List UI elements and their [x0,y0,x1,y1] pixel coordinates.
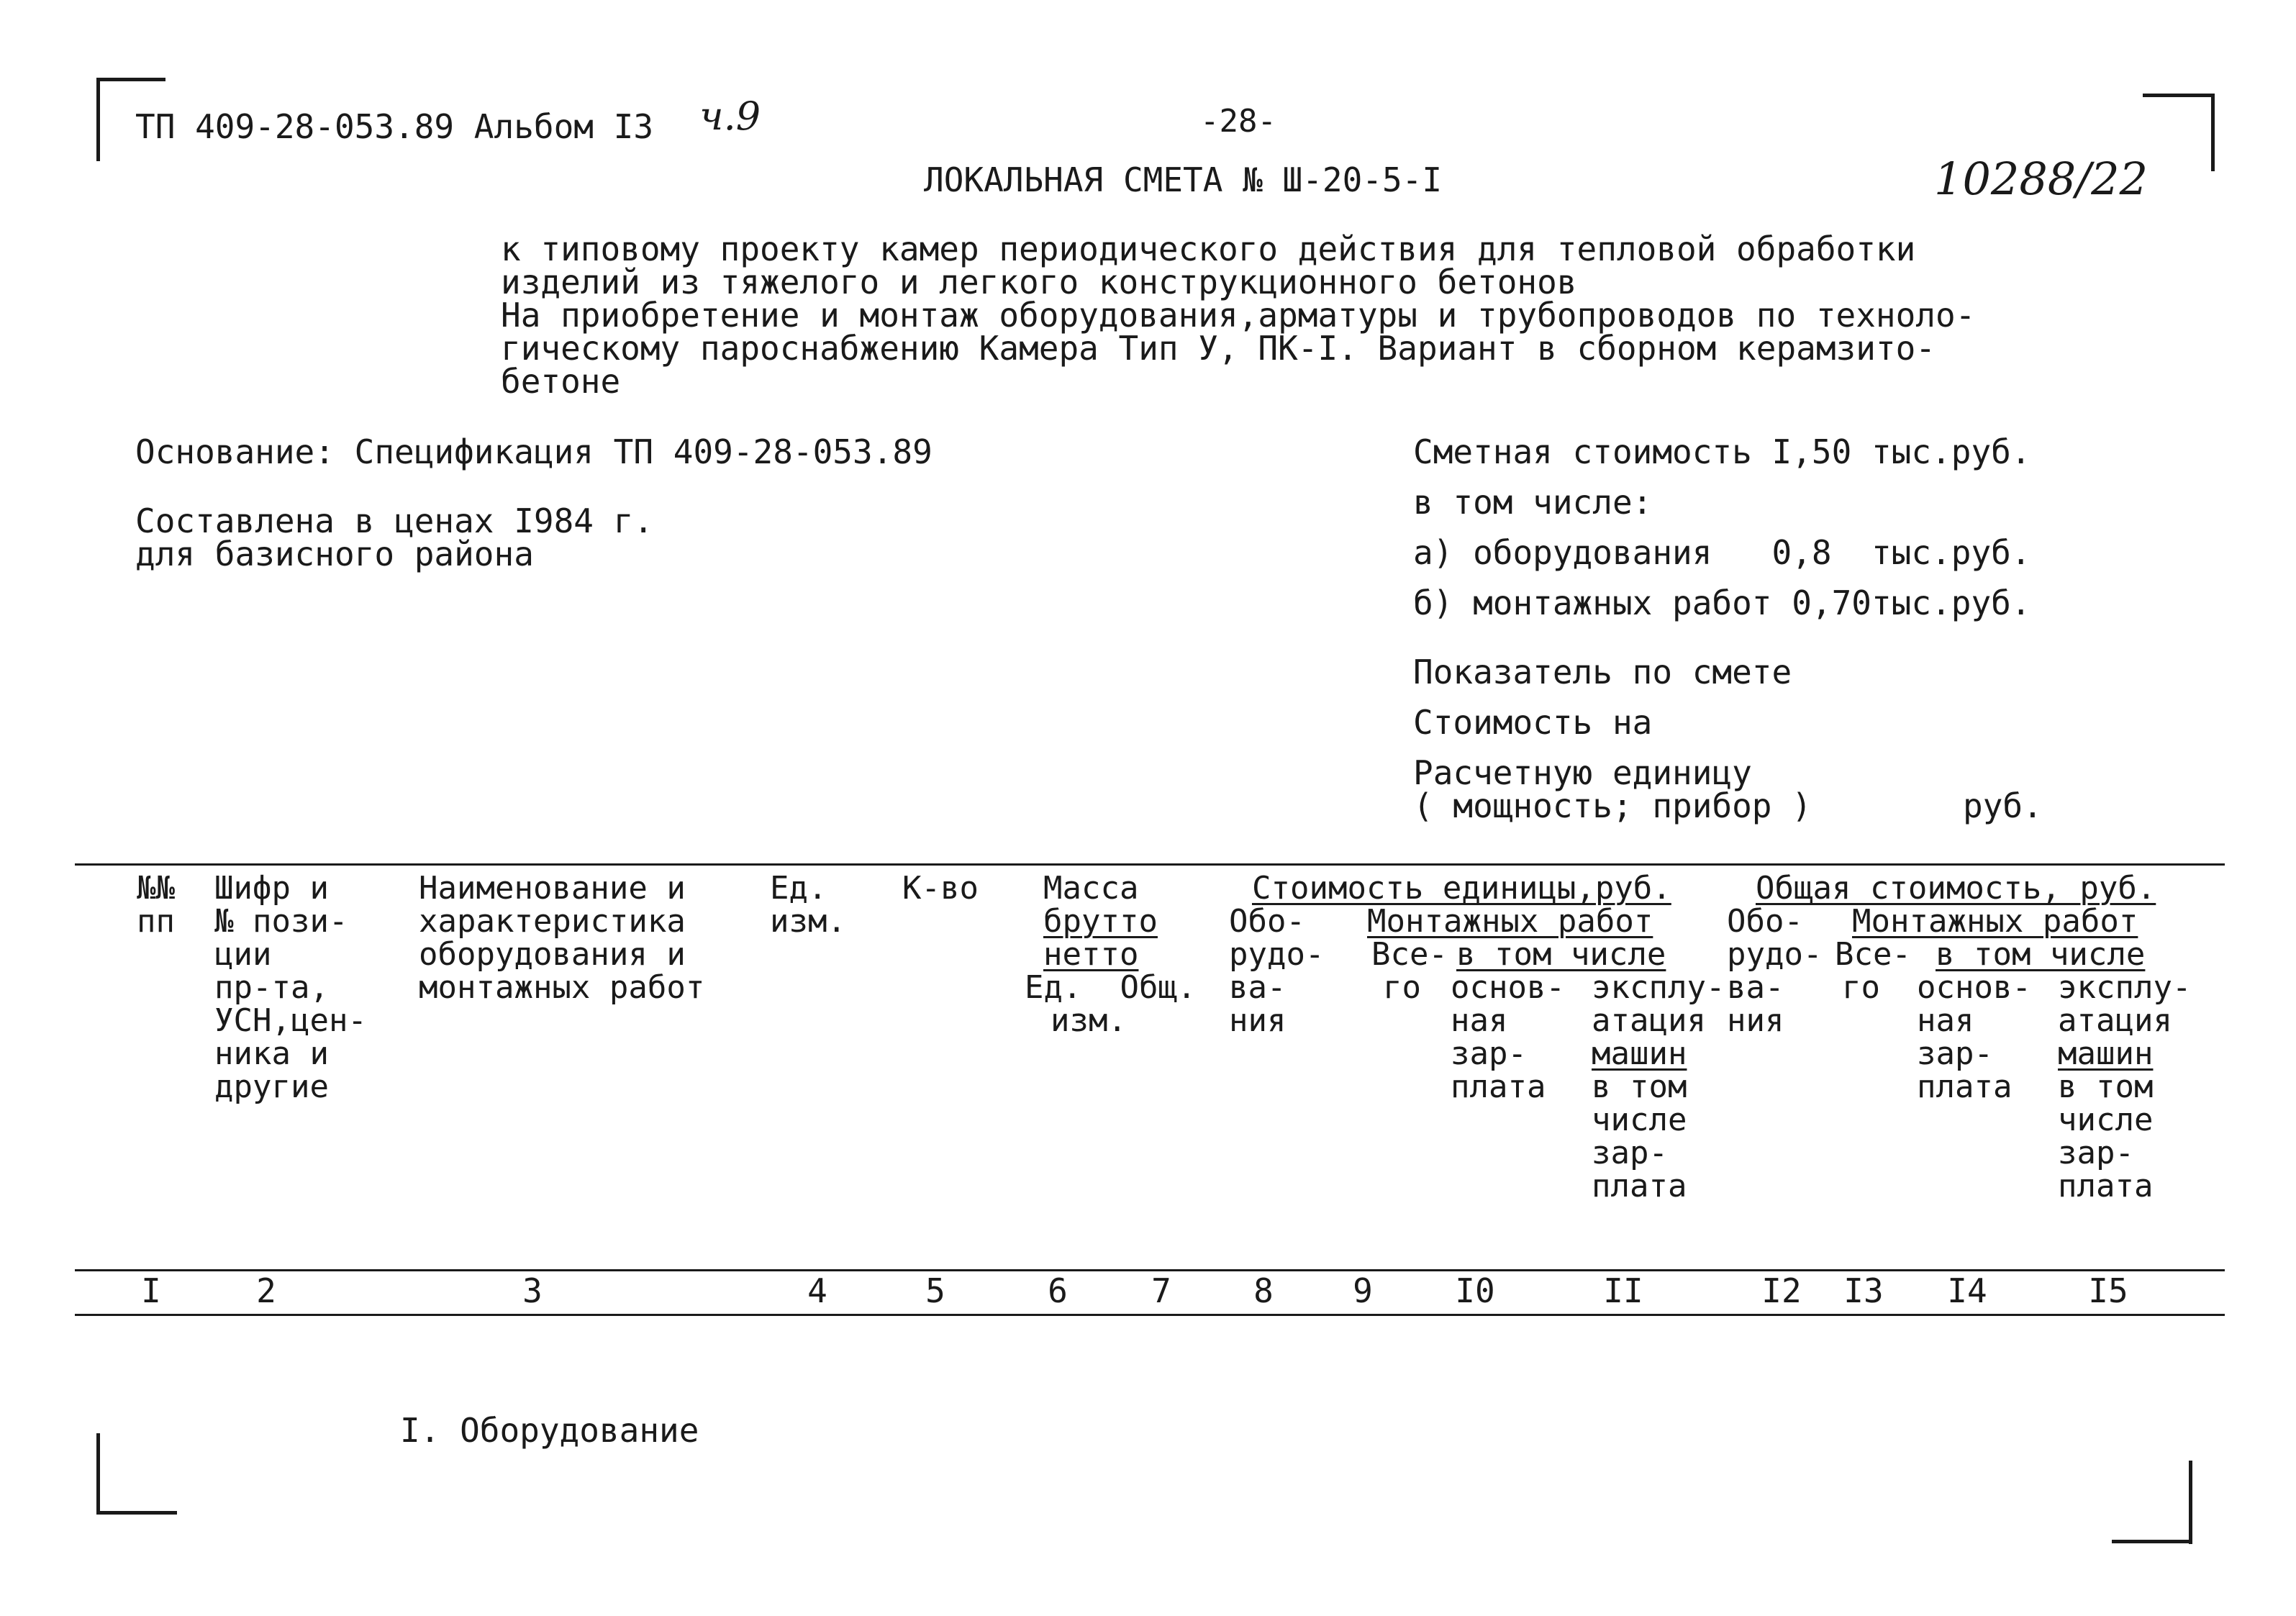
col15-line-3: машин [2058,1035,2154,1072]
col4-line-2: изм. [770,903,846,940]
col3-line-3: оборудования и [419,936,686,973]
cost-including: в том числе: [1413,483,1653,522]
col3-line-4: монтажных работ [419,969,705,1006]
col-number-6: 6 [1048,1271,1068,1310]
col2-line-1: Шифр и [214,870,329,907]
prices-line-1: Составлена в ценах I984 г. [135,501,654,540]
col2-line-7: другие [214,1068,329,1105]
col-number-8: 8 [1253,1271,1274,1310]
col2-line-3: ции [214,936,272,973]
cost-installation: б) монтажных работ 0,70тыс.руб. [1413,584,2031,622]
col-number-9: 9 [1353,1271,1373,1310]
col3-line-1: Наименование и [419,870,686,907]
col10-line-2: ная [1451,1002,1508,1039]
col1-line-2: пп [137,903,175,940]
corner-mark-top-left-v [96,78,100,161]
col13-line-1: Все- [1835,936,1911,973]
col12-line-3: ва- [1727,969,1784,1006]
indicator-unit: руб. [1963,786,2043,825]
col5-line-1: К-во [902,870,979,907]
unit-cost-title: Стоимость единицы,руб. [1252,870,1671,907]
subtitle-line-2: изделий из тяжелого и легкого конструкционного бетонов [501,263,1577,301]
corner-mark-bottom-left-v [96,1433,100,1514]
col-number-3: 3 [522,1271,543,1310]
install-title-total: Монтажных работ [1852,903,2138,940]
col-number-2: 2 [256,1271,276,1310]
section-heading: I. Оборудование [400,1411,699,1450]
col14-line-4: плата [1917,1068,2013,1105]
col15-line-6: зар- [2058,1135,2134,1171]
mass-brutto: брутто [1043,903,1158,940]
col10-line-4: плата [1451,1068,1546,1105]
subtitle-line-3: На приобретение и монтаж оборудования,арматуры и трубопроводов по техноло- [501,296,1976,335]
col-number-11: II [1603,1271,1643,1310]
col2-line-2: № пози- [214,903,348,940]
col14-line-1: основ- [1917,969,2031,1006]
col-number-5: 5 [925,1271,945,1310]
col14-line-2: ная [1917,1002,1974,1039]
col10-line-3: зар- [1451,1035,1527,1072]
col15-line-4: в том [2058,1068,2154,1105]
col1-line-1: №№ [137,870,175,907]
corner-mark-bottom-left-h [96,1511,177,1515]
col11-line-2: атация [1592,1002,1706,1039]
subtitle-line-4: гическому пароснабжению Камера Тип У, ПК-I. Вариант в сборном керамзито- [501,329,1936,368]
col-number-14: I4 [1947,1271,1987,1310]
estimated-cost-total: Сметная стоимость I,50 тыс.руб. [1413,432,2031,471]
col-number-12: I2 [1761,1271,1802,1310]
col4-line-1: Ед. [770,870,827,907]
mass-unit: Ед. Общ. [1025,969,1197,1006]
part-number: ч.9 [699,94,761,139]
doc-code: ТП 409-28-053.89 Альбом I3 [135,107,654,146]
col11-line-1: эксплу- [1592,969,1725,1006]
col3-line-2: характеристика [419,903,686,940]
corner-mark-top-left-h [96,78,165,81]
col-number-13: I3 [1843,1271,1884,1310]
col-number-4: 4 [807,1271,827,1310]
cost-equipment: а) оборудования 0,8 тыс.руб. [1413,533,2031,572]
col9-line-2: го [1383,969,1421,1006]
column-numbers-top-rule [75,1269,2225,1271]
col11-line-5: числе [1592,1102,1687,1138]
total-cost-title: Общая стоимость, руб. [1756,870,2156,907]
col15-line-5: числе [2058,1102,2154,1138]
col-number-15: I5 [2088,1271,2128,1310]
indicator-line-4: ( мощность; прибор ) [1413,786,1812,825]
col12-line-4: ния [1727,1002,1784,1039]
col2-line-4: пр-та, [214,969,329,1006]
col12-line-2: рудо- [1727,936,1823,973]
archive-number: 10288/22 [1934,153,2148,205]
col8-line-4: ния [1229,1002,1287,1039]
indicator-line-2: Стоимость на [1413,703,1653,742]
corner-mark-top-right-v [2211,94,2215,171]
col2-line-5: УСН,цен- [214,1002,367,1039]
mass-unit-2: изм. [1051,1002,1127,1039]
column-numbers-bottom-rule [75,1314,2225,1316]
subtitle-line-5: бетоне [501,362,621,401]
col8-line-2: рудо- [1229,936,1325,973]
col2-line-6: ника и [214,1035,329,1072]
col-number-10: I0 [1455,1271,1495,1310]
col11-line-4: в том [1592,1068,1687,1105]
mass-netto: нетто [1043,936,1139,973]
col8-line-3: ва- [1229,969,1287,1006]
col14-line-3: зар- [1917,1035,1993,1072]
col-number-1: I [141,1271,161,1310]
col15-line-2: атация [2058,1002,2172,1039]
col12-line-1: Обо- [1727,903,1803,940]
corner-mark-top-right-h [2143,94,2215,97]
col11-line-7: плата [1592,1168,1687,1204]
table-top-rule [75,863,2225,866]
col8-line-1: Обо- [1229,903,1305,940]
col15-line-1: эксплу- [2058,969,2192,1006]
col15-line-7: плата [2058,1168,2154,1204]
indicator-line-3: Расчетную единицу [1413,753,1752,792]
col10-line-1: основ- [1451,969,1565,1006]
estimate-title: ЛОКАЛЬНАЯ СМЕТА № Ш-20-5-I [924,160,1443,199]
incl-total: в том числе [1936,936,2146,973]
col13-line-2: го [1842,969,1880,1006]
prices-line-2: для базисного района [135,535,534,573]
mass-title: Масса [1043,870,1139,907]
col-number-7: 7 [1151,1271,1171,1310]
indicator-line-1: Показатель по смете [1413,653,1792,691]
col11-line-6: зар- [1592,1135,1668,1171]
subtitle-line-1: к типовому проекту камер периодического действия для тепловой обработки [501,230,1916,268]
corner-mark-bottom-right-h [2112,1540,2192,1543]
col11-line-3: машин [1592,1035,1687,1072]
col9-line-1: Все- [1371,936,1448,973]
install-title-unit: Монтажных работ [1367,903,1653,940]
incl-unit: в том числе [1456,936,1666,973]
basis-line: Основание: Спецификация ТП 409-28-053.89 [135,432,933,471]
corner-mark-bottom-right-v [2189,1461,2192,1544]
page-number: -28- [1200,103,1276,140]
